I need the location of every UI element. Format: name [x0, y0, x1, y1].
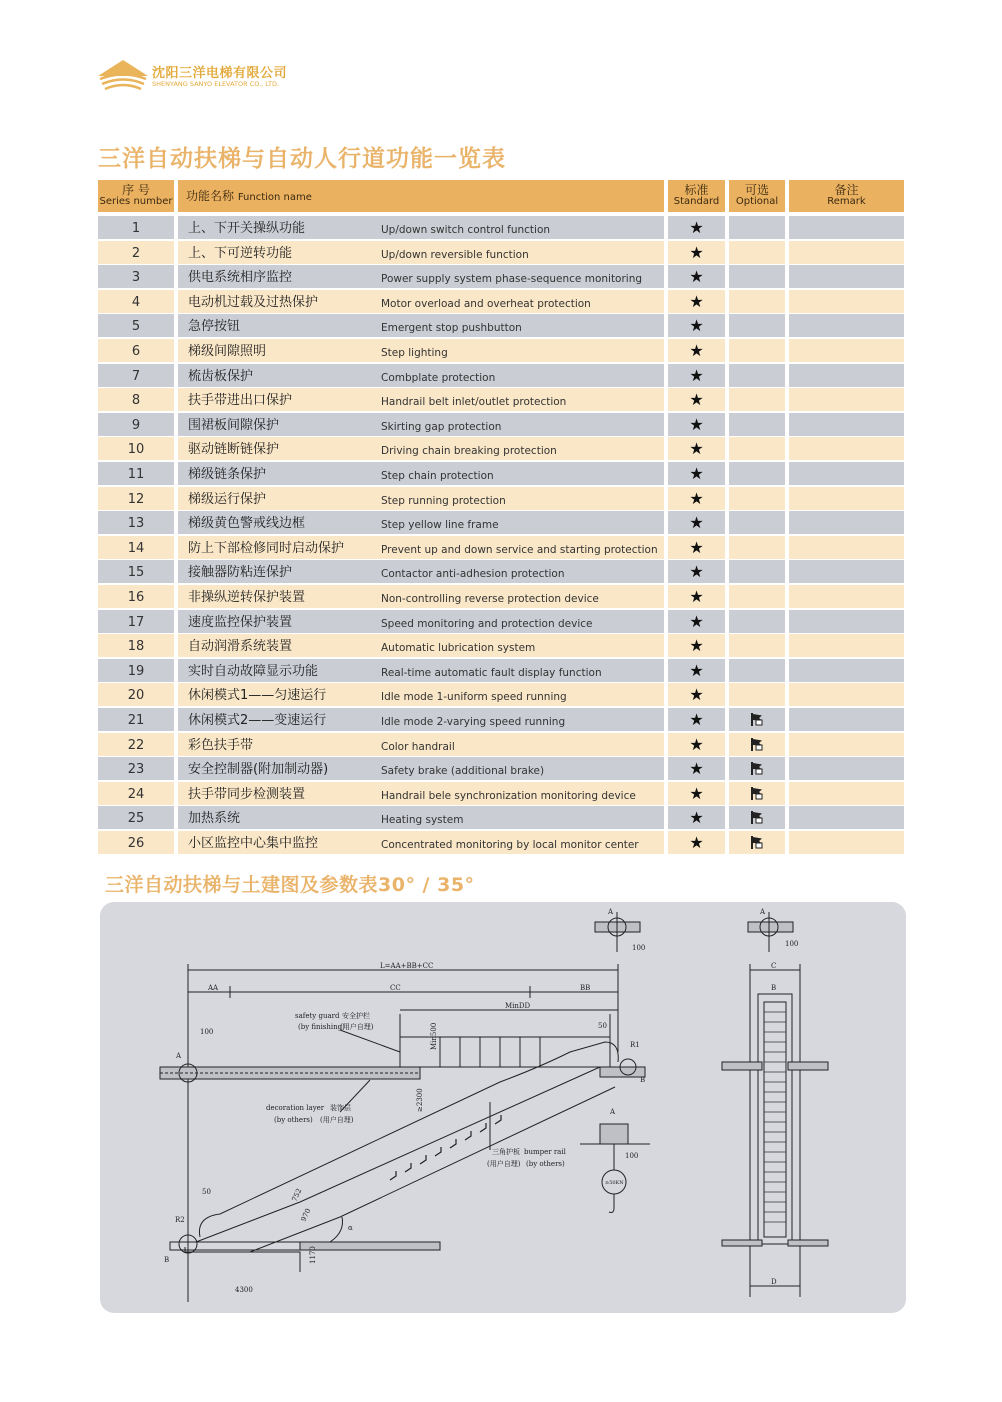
star-icon: ★ — [689, 734, 704, 754]
standard-cell — [668, 782, 725, 805]
row-number: 20 — [98, 683, 174, 706]
remark-cell — [789, 757, 904, 780]
row-function — [178, 487, 664, 510]
function-name-cn: 上、下开关操纵功能 — [188, 221, 306, 236]
row-number: 5 — [98, 314, 174, 337]
optional-cell — [729, 511, 785, 534]
optional-cell — [729, 560, 785, 583]
function-name-cn: 防上下部检修同时启动保护 — [188, 540, 345, 556]
row-number: 6 — [98, 339, 174, 362]
function-name-en: Up/down switch control function — [381, 224, 551, 236]
optional-cell — [729, 659, 785, 682]
standard-cell — [668, 265, 725, 288]
row-number: 11 — [98, 462, 174, 485]
header-series-number — [98, 180, 174, 212]
label-C: C — [771, 962, 777, 970]
function-name-cn: 彩色扶手带 — [188, 737, 254, 753]
row-function — [178, 708, 664, 731]
logo-mark-icon — [96, 58, 150, 94]
label-B-left: B — [164, 1256, 170, 1264]
header-opt-cn: 可选 — [744, 183, 769, 197]
label-D: D — [771, 1278, 777, 1286]
row-function — [178, 511, 664, 534]
star-icon: ★ — [689, 513, 704, 533]
remark-cell — [789, 708, 904, 731]
standard-cell — [668, 733, 725, 756]
header-no-en: Series number — [99, 196, 173, 207]
row-function — [178, 339, 664, 362]
label-safety-en: safety guard — [295, 1012, 340, 1020]
label-safety-by-cn: (用户自理) — [340, 1023, 374, 1031]
label-100-detail1: 100 — [632, 944, 646, 952]
header-function-name — [178, 180, 664, 212]
remark-cell — [789, 413, 904, 436]
function-name-en: Concentrated monitoring by local monitor center — [381, 839, 639, 851]
function-name-cn: 驱动链断链保护 — [188, 442, 280, 458]
row-number: 2 — [98, 241, 174, 264]
function-name-cn: 实时自动故障显示功能 — [188, 663, 319, 679]
label-safety-by: (by finishing) — [298, 1023, 345, 1031]
row-function — [178, 683, 664, 706]
company-logo — [96, 58, 356, 98]
row-function — [178, 610, 664, 633]
remark-cell — [789, 634, 904, 657]
flag-icon — [750, 762, 764, 775]
flag-icon — [750, 713, 764, 726]
row-number: 1 — [98, 216, 174, 239]
row-number: 22 — [98, 733, 174, 756]
function-name-cn: 小区监控中心集中监控 — [188, 836, 319, 851]
star-icon: ★ — [689, 611, 704, 631]
row-number: 19 — [98, 659, 174, 682]
function-name-cn: 梳齿板保护 — [188, 368, 254, 384]
star-icon: ★ — [689, 218, 704, 237]
label-A-detail2: A — [760, 908, 766, 916]
row-function — [178, 364, 664, 387]
row-function — [178, 659, 664, 682]
star-icon: ★ — [689, 341, 704, 360]
function-name-cn: 接触器防粘连保护 — [188, 565, 293, 581]
row-function — [178, 634, 664, 657]
remark-cell — [789, 511, 904, 534]
star-icon: ★ — [689, 390, 704, 410]
optional-cell — [729, 610, 785, 633]
flag-icon — [750, 787, 764, 800]
header-std-en: Standard — [673, 196, 720, 207]
remark-cell — [789, 831, 904, 854]
row-function — [178, 314, 664, 337]
label-A-detail1: A — [608, 908, 614, 916]
row-number: 4 — [98, 290, 174, 313]
standard-cell — [668, 806, 725, 829]
optional-cell — [729, 388, 785, 411]
standard-cell — [668, 339, 725, 362]
row-number: 14 — [98, 536, 174, 559]
row-number: 21 — [98, 708, 174, 731]
row-number: 9 — [98, 413, 174, 436]
row-function — [178, 216, 664, 239]
standard-cell — [668, 560, 725, 583]
remark-cell — [789, 659, 904, 682]
function-name-en: Handrail belt inlet/outlet protection — [381, 396, 567, 409]
standard-cell — [668, 290, 725, 313]
row-function — [178, 782, 664, 805]
star-icon: ★ — [689, 833, 704, 852]
standard-cell — [668, 388, 725, 411]
function-name-en: Non-controlling reverse protection device — [381, 593, 599, 605]
function-name-en: Combplate protection — [381, 371, 496, 384]
header-fn-en: Function name — [237, 192, 312, 203]
row-function — [178, 733, 664, 756]
label-bumper-by: (by others) — [526, 1160, 565, 1168]
row-function — [178, 831, 664, 854]
label-bumper-cn: 三角护板 — [492, 1148, 520, 1156]
remark-cell — [789, 241, 904, 264]
label-R1: R1 — [630, 1041, 640, 1049]
row-number: 18 — [98, 634, 174, 657]
label-752: 752 — [290, 1187, 304, 1203]
function-name-cn: 梯级链条保护 — [188, 467, 267, 482]
standard-cell — [668, 437, 725, 460]
row-function — [178, 462, 664, 485]
function-name-en: Skirting gap protection — [381, 420, 502, 433]
company-name-cn: 沈阳三洋电梯有限公司 — [152, 66, 288, 81]
star-icon: ★ — [689, 242, 704, 262]
row-function — [178, 265, 664, 288]
optional-cell — [729, 364, 785, 387]
function-name-en: Color handrail — [381, 740, 455, 753]
label-alpha: α — [348, 1224, 353, 1232]
star-icon: ★ — [689, 636, 704, 656]
label-CC: CC — [390, 984, 401, 992]
label-L: L=AA+BB+CC — [380, 962, 434, 970]
optional-cell — [729, 782, 785, 805]
function-name-cn: 扶手带同步检测装置 — [188, 786, 306, 802]
function-name-en: Heating system — [381, 814, 464, 827]
row-number: 7 — [98, 364, 174, 387]
star-icon: ★ — [689, 759, 704, 779]
label-B-right: B — [640, 1076, 646, 1084]
row-number: 23 — [98, 757, 174, 780]
star-icon: ★ — [689, 562, 704, 582]
header-optional — [729, 180, 785, 212]
row-number: 12 — [98, 487, 174, 510]
function-name-en: Real-time automatic fault display function — [381, 666, 602, 679]
star-icon: ★ — [689, 464, 704, 483]
remark-cell — [789, 585, 904, 608]
header-opt-en: Optional — [735, 196, 779, 207]
flag-icon — [750, 811, 764, 824]
row-function — [178, 560, 664, 583]
function-name-cn: 供电系统相序监控 — [188, 270, 293, 286]
standard-cell — [668, 314, 725, 337]
standard-cell — [668, 683, 725, 706]
star-icon: ★ — [689, 808, 704, 828]
company-name-en: SHENYANG SANYO ELEVATOR CO., LTD. — [152, 80, 280, 88]
function-name-en: Power supply system phase-sequence monitoring — [381, 273, 643, 286]
remark-cell — [789, 487, 904, 510]
remark-cell — [789, 536, 904, 559]
star-icon: ★ — [689, 660, 704, 680]
star-icon: ★ — [689, 414, 704, 434]
star-icon: ★ — [689, 267, 704, 287]
function-name-cn: 安全控制器(附加制动器) — [188, 762, 329, 778]
remark-cell — [789, 216, 904, 239]
standard-cell — [668, 610, 725, 633]
optional-cell — [729, 265, 785, 288]
optional-cell — [729, 757, 785, 780]
function-name-en: Driving chain breaking protection — [381, 445, 557, 458]
remark-cell — [789, 806, 904, 829]
row-function — [178, 290, 664, 313]
function-name-en: Motor overload and overheat protection — [381, 297, 591, 310]
row-function — [178, 413, 664, 436]
row-function — [178, 806, 664, 829]
remark-cell — [789, 314, 904, 337]
star-icon: ★ — [689, 587, 704, 606]
standard-cell — [668, 536, 725, 559]
optional-cell — [729, 733, 785, 756]
label-2300: ≥2300 — [416, 1088, 424, 1112]
header-rem-cn: 备注 — [834, 183, 859, 197]
label-decor-by-cn: (用户自理) — [320, 1116, 354, 1124]
standard-cell — [668, 708, 725, 731]
function-name-cn: 休闲模式2——变速运行 — [188, 713, 327, 728]
header-standard — [668, 180, 725, 212]
function-name-en: Handrail bele synchronization monitoring device — [381, 789, 636, 802]
function-name-en: Step yellow line frame — [381, 519, 499, 532]
star-icon: ★ — [689, 710, 704, 729]
star-icon: ★ — [689, 439, 704, 459]
standard-cell — [668, 585, 725, 608]
row-number: 13 — [98, 511, 174, 534]
label-B-section: B — [771, 984, 777, 992]
function-name-cn: 速度监控保护装置 — [188, 614, 293, 630]
row-function — [178, 388, 664, 411]
function-name-en: Step running protection — [381, 494, 506, 507]
function-name-cn: 梯级运行保护 — [188, 491, 267, 507]
row-number: 15 — [98, 560, 174, 583]
row-function — [178, 536, 664, 559]
remark-cell — [789, 290, 904, 313]
label-min500: Min500 — [430, 1022, 438, 1050]
standard-cell — [668, 757, 725, 780]
function-name-cn: 急停按钮 — [188, 319, 241, 335]
standard-cell — [668, 634, 725, 657]
optional-cell — [729, 413, 785, 436]
star-icon: ★ — [689, 365, 704, 385]
flag-icon — [750, 738, 764, 751]
remark-cell — [789, 610, 904, 633]
label-hook: ≥50KN — [605, 1180, 624, 1186]
row-function — [178, 437, 664, 460]
escalator-drawing-svg — [100, 902, 906, 1313]
label-50-bottom: 50 — [202, 1188, 211, 1196]
function-name-en: Idle mode 2-varying speed running — [381, 716, 566, 728]
remark-cell — [789, 560, 904, 583]
optional-cell — [729, 314, 785, 337]
optional-cell — [729, 290, 785, 313]
label-MinDD: MinDD — [505, 1002, 531, 1010]
function-name-cn: 自动润滑系统装置 — [188, 639, 293, 655]
row-number: 25 — [98, 806, 174, 829]
header-fn-cn: 功能名称 — [186, 189, 235, 203]
optional-cell — [729, 487, 785, 510]
header-rem-en: Remark — [827, 196, 866, 207]
star-icon: ★ — [689, 783, 704, 803]
drawing-title: 三洋自动扶梯与土建图及参数表30° / 35° — [105, 874, 475, 896]
function-name-en: Speed monitoring and protection device — [381, 617, 593, 630]
remark-cell — [789, 364, 904, 387]
label-50-top: 50 — [598, 1022, 607, 1030]
row-function — [178, 757, 664, 780]
label-safety-cn: 安全护栏 — [342, 1012, 370, 1020]
row-function — [178, 585, 664, 608]
label-decor-by: (by others) — [274, 1116, 313, 1124]
row-number: 24 — [98, 782, 174, 805]
optional-cell — [729, 634, 785, 657]
standard-cell — [668, 462, 725, 485]
function-name-cn: 梯级间隙照明 — [188, 344, 267, 359]
standard-cell — [668, 487, 725, 510]
function-name-cn: 休闲模式1——匀速运行 — [188, 688, 327, 704]
label-R2: R2 — [175, 1216, 185, 1224]
optional-cell — [729, 536, 785, 559]
optional-cell — [729, 806, 785, 829]
optional-cell — [729, 216, 785, 239]
header-no-cn: 序 号 — [122, 183, 150, 197]
standard-cell — [668, 511, 725, 534]
function-name-cn: 上、下可逆转功能 — [188, 245, 293, 261]
label-100: 100 — [200, 1028, 214, 1036]
table-title: 三洋自动扶梯与自动人行道功能一览表 — [98, 146, 506, 172]
function-name-cn: 电动机过载及过热保护 — [188, 294, 319, 310]
remark-cell — [789, 437, 904, 460]
function-name-en: Step chain protection — [381, 470, 494, 482]
label-bumper-en: bumper rail — [524, 1148, 566, 1156]
star-icon: ★ — [689, 685, 704, 705]
star-icon: ★ — [689, 316, 704, 336]
label-4300: 4300 — [235, 1286, 253, 1294]
label-A-hook: A — [610, 1108, 616, 1116]
row-function — [178, 241, 664, 264]
label-BB: BB — [580, 984, 591, 992]
optional-cell — [729, 708, 785, 731]
label-decor-en: decoration layer — [266, 1104, 325, 1112]
label-100-detail2: 100 — [785, 940, 799, 948]
remark-cell — [789, 339, 904, 362]
label-bumper-by-cn: (用户自理) — [487, 1160, 521, 1168]
function-name-cn: 梯级黄色警戒线边框 — [188, 516, 306, 532]
function-name-en: Automatic lubrication system — [381, 642, 536, 655]
escalator-drawing — [100, 902, 906, 1313]
function-name-cn: 非操纵逆转保护装置 — [188, 590, 306, 605]
label-A-left: A — [176, 1052, 182, 1060]
standard-cell — [668, 659, 725, 682]
header-std-cn: 标准 — [684, 183, 709, 197]
optional-cell — [729, 585, 785, 608]
standard-cell — [668, 364, 725, 387]
optional-cell — [729, 339, 785, 362]
function-name-en: Prevent up and down service and starting protection — [381, 543, 658, 556]
function-name-en: Step lighting — [381, 347, 448, 359]
row-number: 10 — [98, 437, 174, 460]
function-name-en: Contactor anti-adhesion protection — [381, 568, 565, 581]
row-number: 3 — [98, 265, 174, 288]
function-name-en: Up/down reversible function — [381, 248, 529, 261]
function-name-cn: 围裙板间隙保护 — [188, 417, 280, 433]
remark-cell — [789, 782, 904, 805]
remark-cell — [789, 462, 904, 485]
function-name-en: Idle mode 1-uniform speed running — [381, 691, 567, 704]
function-name-en: Emergent stop pushbutton — [381, 322, 522, 335]
optional-cell — [729, 241, 785, 264]
optional-cell — [729, 462, 785, 485]
optional-cell — [729, 437, 785, 460]
standard-cell — [668, 241, 725, 264]
label-decor-cn: 装饰层 — [330, 1104, 351, 1112]
remark-cell — [789, 683, 904, 706]
function-name-cn: 加热系统 — [188, 811, 241, 827]
row-number: 17 — [98, 610, 174, 633]
row-number: 16 — [98, 585, 174, 608]
flag-icon — [750, 836, 764, 849]
row-number: 8 — [98, 388, 174, 411]
remark-cell — [789, 388, 904, 411]
function-name-en: Safety brake (additional brake) — [381, 765, 545, 778]
star-icon: ★ — [689, 488, 704, 508]
header-remark — [789, 180, 904, 212]
label-970: 970 — [299, 1207, 313, 1223]
standard-cell — [668, 216, 725, 239]
row-number: 26 — [98, 831, 174, 854]
remark-cell — [789, 733, 904, 756]
function-name-cn: 扶手带进出口保护 — [188, 393, 293, 409]
optional-cell — [729, 683, 785, 706]
optional-cell — [729, 831, 785, 854]
label-1170: 1170 — [309, 1246, 317, 1264]
star-icon: ★ — [689, 537, 704, 557]
label-AA: AA — [208, 984, 219, 992]
standard-cell — [668, 413, 725, 436]
remark-cell — [789, 265, 904, 288]
label-100-hook: 100 — [625, 1152, 639, 1160]
standard-cell — [668, 831, 725, 854]
star-icon: ★ — [689, 291, 704, 311]
